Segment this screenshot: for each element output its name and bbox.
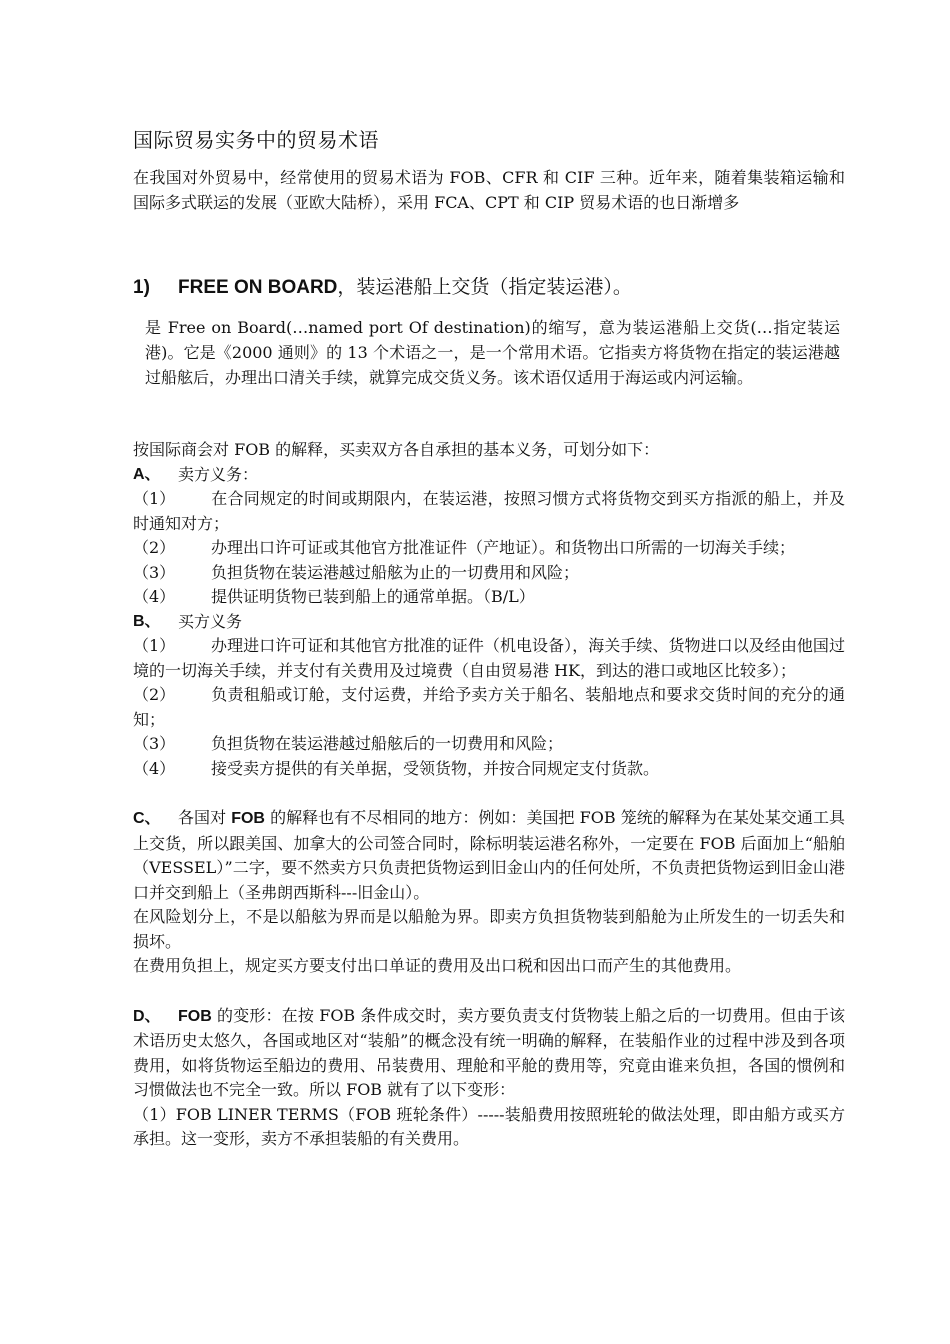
obligations-body: [133, 438, 845, 1152]
section-c-paragraph: [133, 806, 845, 905]
section-c-cost: 在费用负担上，规定买方要支付出口单证的费用及出口税和因出口而产生的其他费用。: [133, 956, 742, 975]
item-index: （4）: [133, 587, 176, 606]
section-c-text: 的解释也有不尽相同的地方：例如：美国把 FOB 笼统的解释为在某处某交通工具上交货，所以跟美国、加拿大的公司签合同时，除标明装运港名称外，一定要在 FOB 后面加上“船舶（VESSEL）”二字，要不然卖方只负责把货物运到旧金山内的任何处所，不负责把货物运到旧金山港口并交到船上（圣弗朗西斯科---旧金山）。: [133, 808, 845, 902]
section-a-title: 卖方义务：: [178, 464, 259, 484]
item-index: （1）: [133, 636, 176, 655]
section-a-header: [133, 463, 845, 488]
list-item: [133, 757, 845, 782]
item-text: 在合同规定的时间或期限内，在装运港，按照习惯方式将货物交到买方指派的船上，并及时通知对方；: [133, 489, 845, 533]
section-b-title: 买方义务: [178, 611, 243, 631]
spacer: [133, 979, 845, 1004]
list-item: [133, 585, 845, 610]
section-d-variant-1: （1）FOB LINER TERMS（FOB 班轮条件）-----装船费用按照班轮的做法处理，即由船方或买方承担。这一变形，卖方不承担装船的有关费用。: [133, 1104, 845, 1148]
item-index: （3）: [133, 562, 176, 582]
item-text: 提供证明货物已装到船上的通常单据。（B/L）: [211, 587, 535, 606]
heading-number: 1): [133, 277, 150, 298]
section-d-paragraph: [133, 1004, 845, 1103]
item-index: （1）: [133, 489, 176, 508]
list-item: [133, 634, 845, 683]
section-d-label: D、: [133, 1007, 161, 1025]
section-d-bold-term: FOB: [178, 1007, 212, 1025]
heading-english: FREE ON BOARD: [178, 277, 338, 298]
heading-chinese: ，装运港船上交货（指定装运港）。: [337, 276, 632, 298]
fob-definition: 是 Free on Board(…named port Of destination)的缩写，意为装运港船上交货(…指定装运港)。它是《2000 通则》的 13 个术语之一，是一个常用术语。它指卖方将货物在指定的装运港越过船舷后，办理出口清关手续，就算完成交货义务。该术语仅适用于海运或内河运输。: [145, 318, 840, 387]
icc-intro-line: 按国际商会对 FOB 的解释，买卖双方各自承担的基本义务，可划分如下：: [133, 440, 660, 459]
item-index: （4）: [133, 758, 176, 778]
section-d-text: 的变形：在按 FOB 条件成交时，卖方要负责支付货物装上船之后的一切费用。但由于该术语历史太悠久，各国或地区对“装船”的概念没有统一明确的解释，在装船作业的过程中涉及到各项费用，如将货物运至船边的费用、吊装费用、理舱和平舱的费用等，究竟由谁来负担，各国的惯例和习惯做法也不完全一致。所以 FOB 就有了以下变形：: [133, 1005, 845, 1099]
list-item: [133, 487, 845, 536]
section-c-risk: 在风险划分上，不是以船舷为界而是以船舱为界。即卖方负担货物装到船舱为止所发生的一切丢失和损坏。: [133, 907, 845, 951]
item-text: 负责租船或订舱，支付运费，并给予卖方关于船名、装船地点和要求交货时间的充分的通知；: [133, 685, 845, 729]
list-item: [133, 561, 845, 586]
section-b-label: B、: [133, 612, 161, 630]
item-text: 接受卖方提供的有关单据，受领货物，并按合同规定支付货款。: [211, 758, 660, 778]
item-text: 办理进口许可证和其他官方批准的证件（机电设备），海关手续、货物进口以及经由他国过境的一切海关手续，并支付有关费用及过境费（自由贸易港 HK，到达的港口或地区比较多）；: [133, 636, 845, 680]
section-heading-fob: [133, 272, 632, 299]
item-index: （3）: [133, 734, 176, 753]
list-item: [133, 732, 845, 757]
intro-paragraph: 在我国对外贸易中，经常使用的贸易术语为 FOB、CFR 和 CIF 三种。近年来，随着集装箱运输和国际多式联运的发展（亚欧大陆桥），采用 FCA、CPT 和 CIP 贸易术语的也日渐增多: [133, 168, 845, 212]
item-text: 办理出口许可证或其他官方批准证件（产地证）。和货物出口所需的一切海关手续；: [211, 538, 796, 557]
section-b-header: [133, 610, 845, 635]
item-index: （2）: [133, 685, 176, 704]
list-item: [133, 536, 845, 561]
section-c-label: C、: [133, 810, 161, 827]
item-index: （2）: [133, 538, 176, 557]
section-c-pre: 各国对: [178, 808, 227, 827]
document-title: 国际贸易实务中的贸易术语: [133, 128, 379, 152]
item-text: 负担货物在装运港越过船舷后的一切费用和风险；: [211, 734, 564, 753]
spacer: [133, 781, 845, 806]
section-c-bold-term: FOB: [231, 810, 265, 827]
list-item: [133, 683, 845, 732]
item-text: 负担货物在装运港越过船舷为止的一切费用和风险；: [211, 562, 580, 582]
section-a-label: A、: [133, 465, 161, 483]
